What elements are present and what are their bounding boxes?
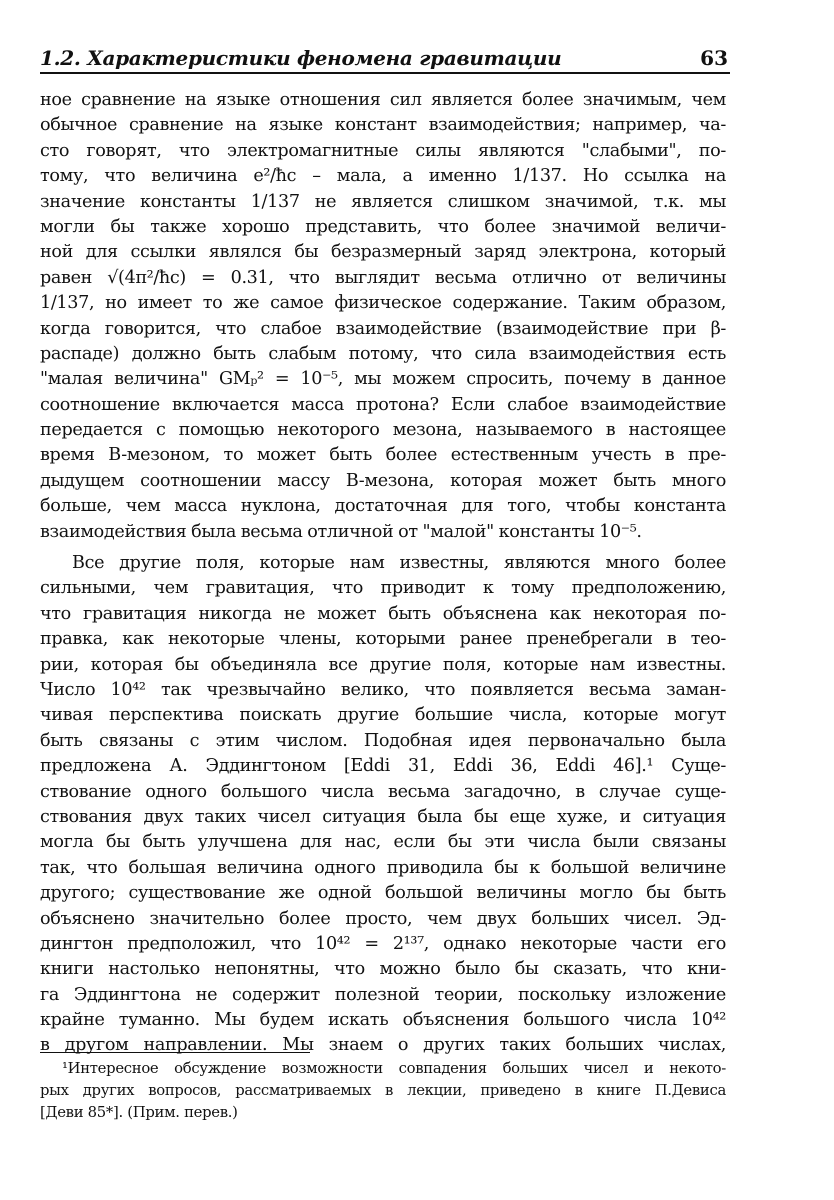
body-text [40,88,726,1059]
running-title: 1.2. Характеристики феномена гравитации [40,46,562,70]
text-line: равен √(4π²/ħc) = 0.31, что выглядит весьма отлично от величины [40,267,726,288]
text-line: быть связаны с этим числом. Подобная идея первоначально была [40,730,726,751]
text-line: предложена А. Эддингтоном [Eddi 31, Eddi 36, Eddi 46].¹ Суще- [40,756,726,777]
text-line: передается с помощью некоторого мезона, называемого в настоящее [40,420,726,441]
text-line: что гравитация никогда не может быть объяснена как некоторая по- [40,603,726,624]
text-line: значение константы 1/137 не является слишком значимой, т.к. мы [40,191,726,212]
text-line: Все другие поля, которые нам известны, являются много более [72,553,726,574]
text-line: сто говорят, что электромагнитные силы являются "слабыми", по- [40,140,726,161]
text-line: Число 10⁴² так чрезвычайно велико, что появляется весьма заман- [40,679,726,700]
text-line: когда говорится, что слабое взаимодействие (взаимодействие при β- [40,318,726,339]
page-number: 63 [700,46,728,70]
text-line: дингтон предположил, что 10⁴² = 2¹³⁷, однако некоторые части его [40,933,726,954]
text-line: могли бы также хорошо представить, что более значимой величи- [40,216,726,237]
text-line: больше, чем масса нуклона, достаточная для того, чтобы константа [40,496,726,517]
text-line: время B-мезоном, то может быть более естественным учесть в пре- [40,445,726,466]
text-line: книги настолько непонятны, что можно было бы сказать, что кни- [40,959,726,980]
text-line: могла бы быть улучшена для нас, если бы эти числа были связаны [40,832,726,853]
text-line: соотношение включается масса протона? Если слабое взаимодействие [40,394,726,415]
text-line: ствования двух таких чисел ситуация была бы еще хуже, и ситуация [40,806,726,827]
text-line: тому, что величина e²/ħc – мала, а именно 1/137. Но ссылка на [40,166,726,187]
text-line: в другом направлении. Мы знаем о других таких больших числах, [40,1035,726,1056]
footnote-divider [40,1052,310,1053]
text-line: ное сравнение на языке отношения сил является более значимым, чем [40,90,726,110]
text-line: га Эддингтона не содержит полезной теории, поскольку изложение [40,984,726,1005]
text-line: 1/137, но имеет то же самое физическое содержание. Таким образом, [40,293,726,314]
text-line: объяснено значительно более просто, чем двух больших чисел. Эд- [40,908,726,929]
text-line: другого; существование же одной большой величины могло бы быть [40,883,726,904]
text-line: "малая величина" GMₚ² = 10⁻⁵, мы можем спросить, почему в данное [40,369,726,390]
text-line: чивая перспектива поискать другие большие числа, которые могут [40,705,726,726]
text-line: взаимодействия была весьма отличной от "малой" константы 10⁻⁵. [40,521,642,542]
text-line: ствование одного большого числа весьма загадочно, в случае суще- [40,781,726,802]
footnote-line: [Деви 85*]. (Прим. перев.) [40,1104,238,1121]
footnote-line: ¹Интересное обсуждение возможности совпадения больших чисел и некото- [62,1060,726,1077]
page-header [40,44,730,74]
text-line: рии, которая бы объединяла все другие поля, которые нам известны. [40,654,726,675]
footnote-line: рых других вопросов, рассматриваемых в лекции, приведено в книге П.Девиса [40,1082,726,1099]
text-line: сильными, чем гравитация, что приводит к тому предположению, [40,578,726,599]
text-line: распаде) должно быть слабым потому, что сила взаимодействия есть [40,343,726,364]
text-line: ной для ссылки являлся бы безразмерный заряд электрона, который [40,242,726,263]
text-line: правка, как некоторые члены, которыми ранее пренебрегали в тео- [40,629,726,650]
text-line: дыдущем соотношении массу B-мезона, которая может быть много [40,470,726,491]
text-line: крайне туманно. Мы будем искать объяснения большого числа 10⁴² [40,1010,726,1031]
text-line: так, что большая величина одного приводила бы к большой величине [40,857,726,878]
text-line: обычное сравнение на языке констант взаимодействия; например, ча- [40,115,726,136]
footnote [40,1058,726,1124]
